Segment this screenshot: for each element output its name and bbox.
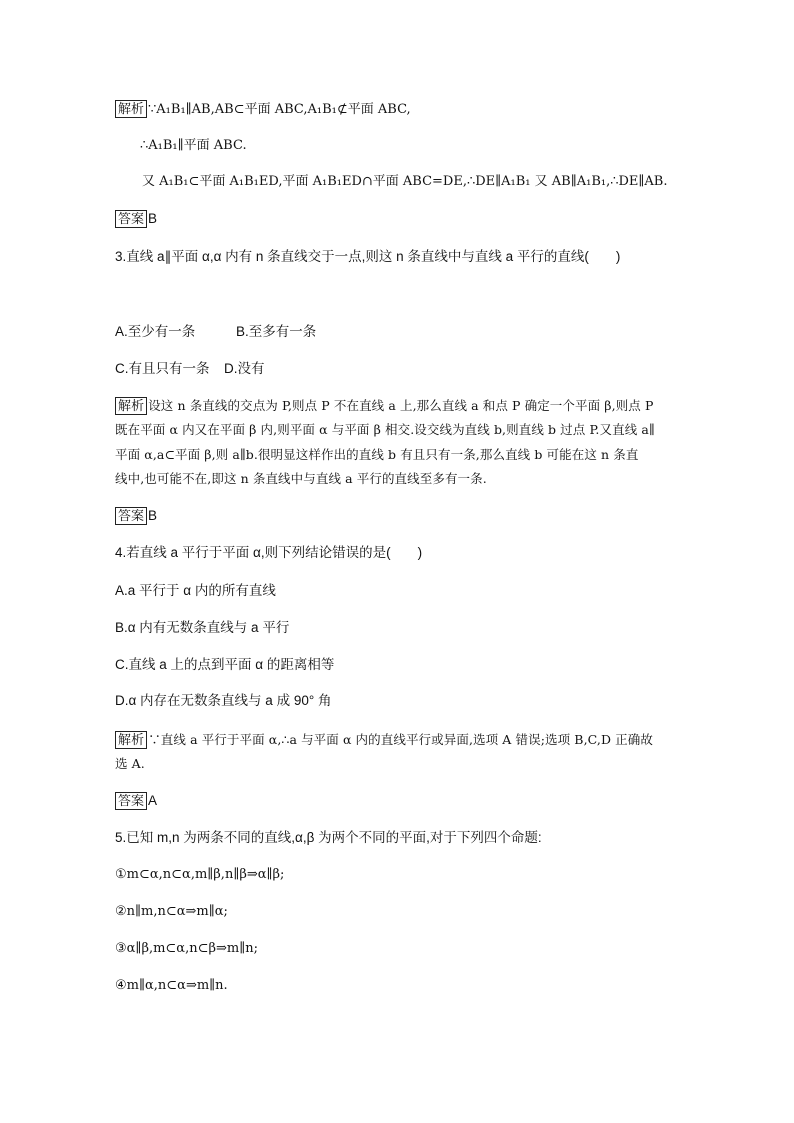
q5-stem: 5.已知 m,n 为两条不同的直线,α,β 为两个不同的平面,对于下列四个命题: [115,830,542,845]
q4-answer [115,792,157,811]
q3-answer [115,507,157,526]
q4-option-b: B.α 内有无数条直线与 a 平行 [115,620,290,635]
answer-tag: 答案 [115,210,147,228]
analysis-text: 设这 n 条直线的交点为 P,则点 P 不在直线 a 上,那么直线 a 和点 P 确定一个平面 β,则点 P [148,398,654,413]
prev-analysis-line-2: ∴A₁B₁∥平面 ABC. [140,138,247,153]
prev-analysis-line-1 [115,100,411,119]
answer-tag: 答案 [115,792,147,810]
answer-value: B [148,211,158,226]
q3-option-d: D.没有 [224,361,265,376]
q4-option-c: C.直线 a 上的点到平面 α 的距离相等 [115,657,335,672]
answer-value: B [148,508,158,523]
q3-analysis-line-2: 既在平面 α 内又在平面 β 内,则平面 α 与平面 β 相交.设交线为直线 b,则直线 b 过点 P.又直线 a∥ [115,422,655,437]
q4-stem: 4.若直线 a 平行于平面 α,则下列结论错误的是( ) [115,545,423,560]
q3-option-c: C.有且只有一条 [115,361,210,376]
q4-option-a: A.a 平行于 α 内的所有直线 [115,583,276,598]
analysis-tag: 解析 [115,731,147,749]
answer-value: A [148,793,158,808]
q3-option-b: B.至多有一条 [236,324,317,339]
analysis-tag: 解析 [115,397,147,415]
q5-proposition-2: ②n∥m,n⊂α⇒m∥α; [115,904,228,919]
q3-analysis-line-4: 线中,也可能不在,即这 n 条直线中与直线 a 平行的直线至多有一条. [115,471,487,486]
q3-option-a: A.至少有一条 [115,324,196,339]
q3-stem: 3.直线 a∥平面 α,α 内有 n 条直线交于一点,则这 n 条直线中与直线 a 平行的直线( ) [115,249,621,264]
q5-proposition-3: ③α∥β,m⊂α,n⊂β⇒m∥n; [115,941,258,956]
q3-analysis-line-3: 平面 α,a⊂平面 β,则 a∥b.很明显这样作出的直线 b 有且只有一条,那么直线 b 可能在这 n 条直 [115,447,639,462]
analysis-tag: 解析 [115,100,147,118]
q5-proposition-1: ①m⊂α,n⊂α,m∥β,n∥β⇒α∥β; [115,867,285,882]
analysis-text: ∵直线 a 平行于平面 α,∴a 与平面 α 内的直线平行或异面,选项 A 错误;选项 B,C,D 正确故 [148,732,653,747]
q5-proposition-4: ④m∥α,n⊂α⇒m∥n. [115,978,228,993]
analysis-text: ∵A₁B₁∥AB,AB⊂平面 ABC,A₁B₁⊄平面 ABC, [148,102,411,117]
q4-analysis-line-1 [115,731,653,749]
prev-answer [115,210,157,229]
q4-option-d: D.α 内存在无数条直线与 a 成 90° 角 [115,693,332,708]
prev-analysis-line-3: 又 A₁B₁⊂平面 A₁B₁ED,平面 A₁B₁ED∩平面 ABC=DE,∴DE∥A₁B₁ 又 AB∥A₁B₁,∴DE∥AB. [142,174,668,189]
answer-tag: 答案 [115,507,147,525]
q3-analysis-line-1 [115,397,653,415]
q4-analysis-line-2: 选 A. [115,756,145,771]
